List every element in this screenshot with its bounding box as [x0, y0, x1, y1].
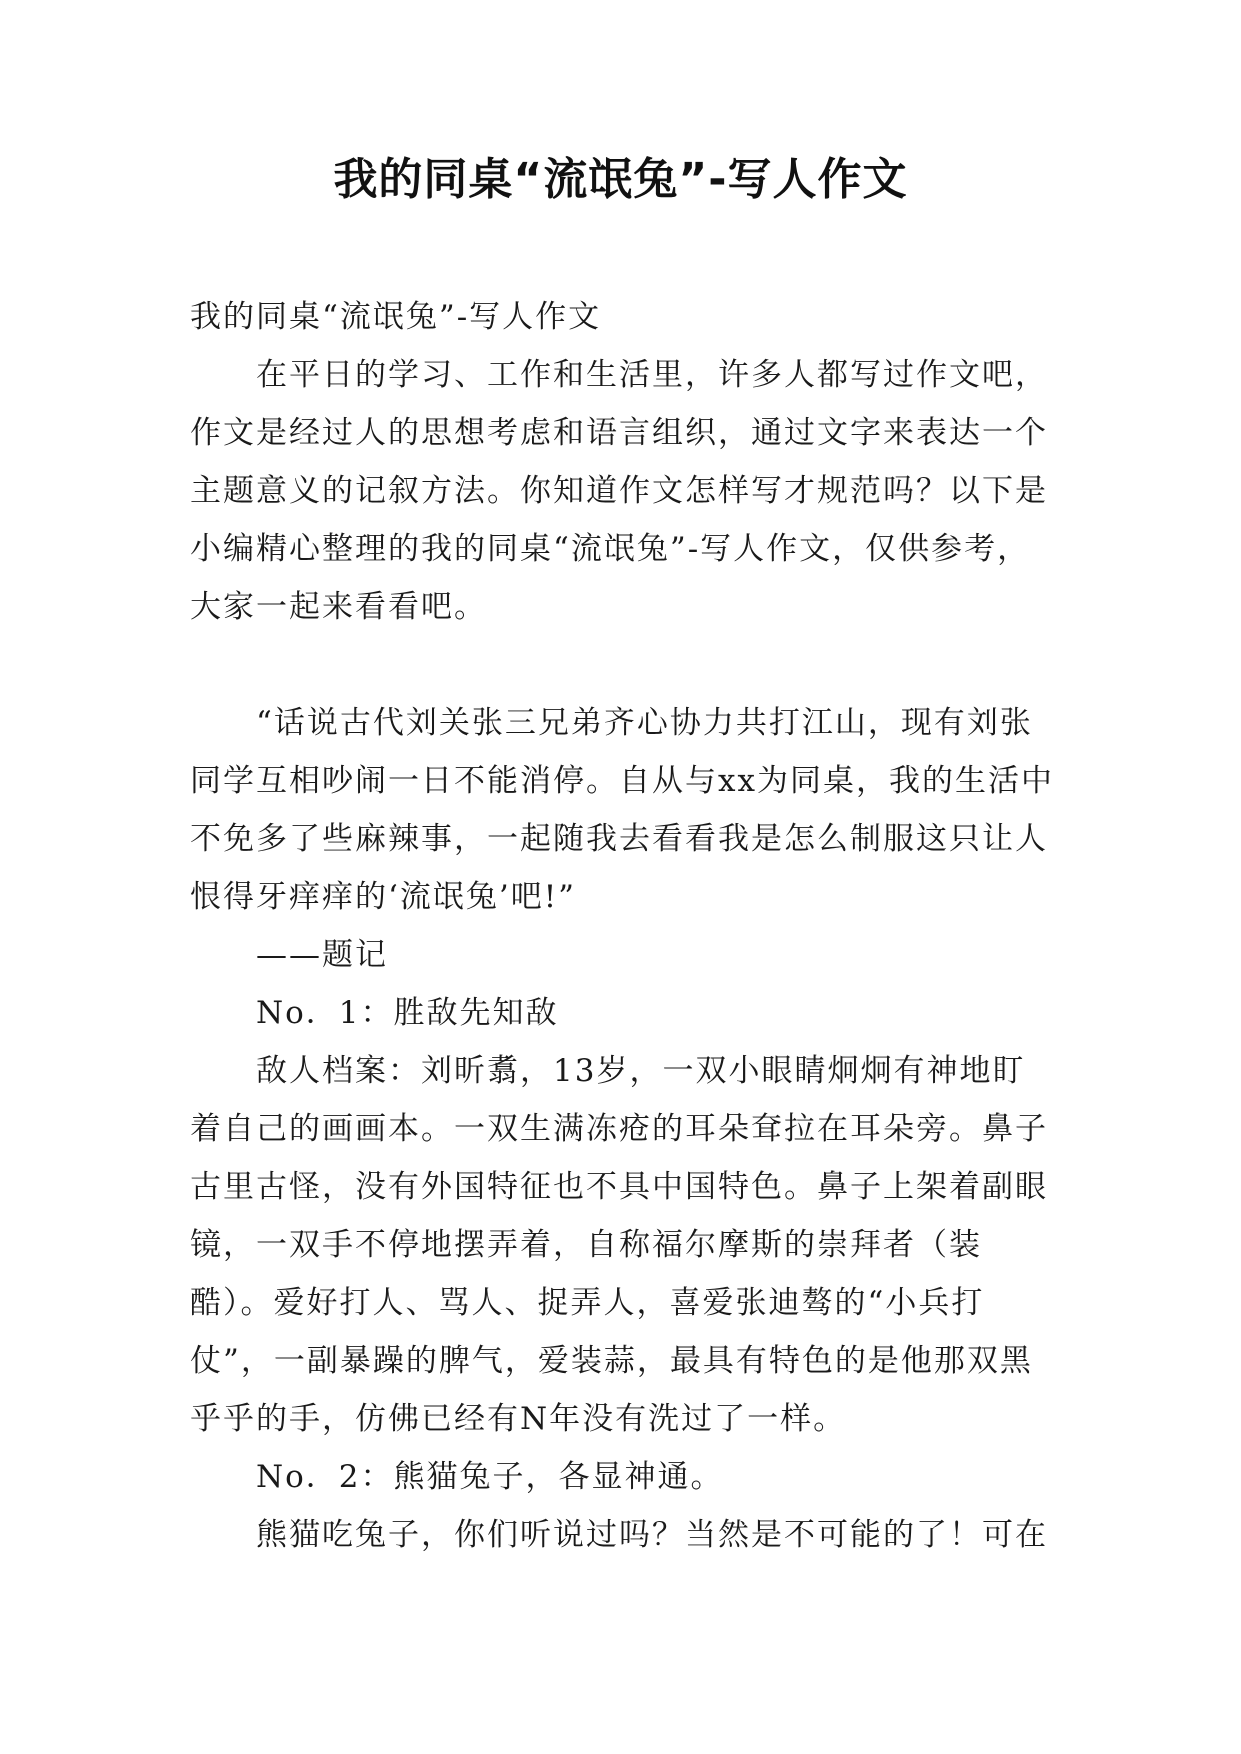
profile-paragraph: 敌人档案：刘昕翥，13岁，一双小眼睛炯炯有神地盯着自己的画画本。一双生满冻疮的耳朵耷拉在耳朵旁。鼻子古里古怪，没有外国特征也不具中国特色。鼻子上架着副眼镜，一双手不停地摆弄着，自称福尔摩斯的崇拜者（装酷）。爱好打人、骂人、捉弄人，喜爱张迪骜的“小兵打仗”，一副暴躁的脾气，爱装蒜，最具有特色的是他那双黑乎乎的手，仿佛已经有N年没有洗过了一样。 — [190, 1053, 1048, 1437]
intro-paragraph: 在平日的学习、工作和生活里，许多人都写过作文吧，作文是经过人的思想考虑和语言组织，通过文字来表达一个主题意义的记叙方法。你知道作文怎样写才规范吗？以下是小编精心整理的我的同桌“流氓兔”-写人作文，仅供参考，大家一起来看看吧。 — [190, 357, 1048, 625]
story-paragraph: 熊猫吃兔子，你们听说过吗？当然是不可能的了！可在 — [256, 1517, 1048, 1553]
epigraph-attribution: ——题记 — [256, 937, 388, 973]
subtitle-paragraph: 我的同桌“流氓兔”-写人作文 — [190, 299, 602, 335]
section-heading-1: No．1：胜敌先知敌 — [256, 995, 559, 1031]
section-heading-2: No．2：熊猫兔子，各显神通。 — [256, 1459, 724, 1495]
document-title: 我的同桌“流氓兔”-写人作文 — [333, 154, 908, 205]
epigraph-paragraph: “话说古代刘关张三兄弟齐心协力共打江山，现有刘张同学互相吵闹一日不能消停。自从与xx为同桌，我的生活中不免多了些麻辣事，一起随我去看看我是怎么制服这只让人恨得牙痒痒的‘流氓兔’吧!” — [190, 705, 1054, 915]
document-body — [190, 288, 1056, 1564]
paragraph-spacer — [190, 636, 1056, 694]
